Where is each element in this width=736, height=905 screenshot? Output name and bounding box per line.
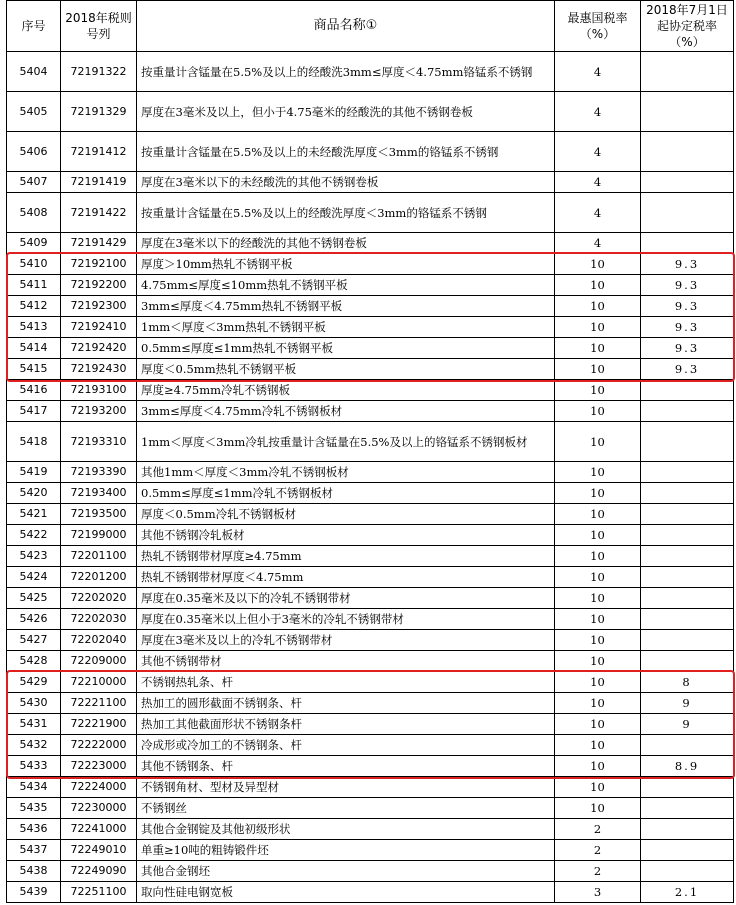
cell-seq: 5433 (7, 756, 61, 777)
cell-mfn-rate: 10 (555, 401, 641, 422)
cell-mfn-rate: 10 (555, 588, 641, 609)
cell-agreement-rate (641, 819, 734, 840)
cell-seq: 5411 (7, 275, 61, 296)
cell-name: 其他合金钢锭及其他初级形状 (137, 819, 555, 840)
cell-seq: 5424 (7, 567, 61, 588)
cell-seq: 5418 (7, 422, 61, 462)
cell-agreement-rate (641, 92, 734, 132)
cell-seq: 5409 (7, 233, 61, 254)
cell-agreement-rate (641, 777, 734, 798)
cell-seq: 5415 (7, 359, 61, 380)
table-row (7, 630, 734, 651)
cell-seq: 5426 (7, 609, 61, 630)
table-row (7, 401, 734, 422)
cell-name: 按重量计含锰量在5.5%及以上的经酸洗厚度＜3mm的铬锰系不锈钢 (137, 193, 555, 233)
cell-mfn-rate: 10 (555, 275, 641, 296)
cell-mfn-rate: 2 (555, 861, 641, 882)
cell-code: 72191329 (61, 92, 137, 132)
cell-name: 热轧不锈钢带材厚度＜4.75mm (137, 567, 555, 588)
cell-code: 72249010 (61, 840, 137, 861)
cell-seq: 5423 (7, 546, 61, 567)
cell-code: 72202020 (61, 588, 137, 609)
cell-mfn-rate: 4 (555, 52, 641, 92)
cell-name: 厚度＜0.5mm冷轧不锈钢板材 (137, 504, 555, 525)
cell-agreement-rate: 9.3 (641, 275, 734, 296)
table-row (7, 132, 734, 172)
cell-name: 其他合金钢坯 (137, 861, 555, 882)
cell-name: 热加工其他截面形状不锈钢条杆 (137, 714, 555, 735)
cell-seq: 5436 (7, 819, 61, 840)
cell-name: 1mm＜厚度＜3mm热轧不锈钢平板 (137, 317, 555, 338)
cell-mfn-rate: 10 (555, 693, 641, 714)
cell-code: 72193400 (61, 483, 137, 504)
cell-agreement-rate (641, 462, 734, 483)
table-row (7, 380, 734, 401)
cell-name: 热加工的圆形截面不锈钢条、杆 (137, 693, 555, 714)
tariff-table (6, 0, 734, 903)
cell-code: 72209000 (61, 651, 137, 672)
cell-mfn-rate: 10 (555, 672, 641, 693)
table-row (7, 338, 734, 359)
cell-code: 72192420 (61, 338, 137, 359)
cell-code: 72230000 (61, 798, 137, 819)
cell-name: 厚度＜0.5mm热轧不锈钢平板 (137, 359, 555, 380)
cell-name: 按重量计含锰量在5.5%及以上的未经酸洗厚度＜3mm的铬锰系不锈钢 (137, 132, 555, 172)
table-row (7, 359, 734, 380)
cell-seq: 5421 (7, 504, 61, 525)
cell-code: 72223000 (61, 756, 137, 777)
cell-seq: 5420 (7, 483, 61, 504)
cell-agreement-rate (641, 193, 734, 233)
cell-mfn-rate: 2 (555, 840, 641, 861)
cell-name: 其他不锈钢条、杆 (137, 756, 555, 777)
cell-name: 不锈钢角材、型材及异型材 (137, 777, 555, 798)
cell-mfn-rate: 4 (555, 193, 641, 233)
cell-seq: 5417 (7, 401, 61, 422)
table-row (7, 672, 734, 693)
cell-name: 冷成形或冷加工的不锈钢条、杆 (137, 735, 555, 756)
table-row (7, 735, 734, 756)
table-row (7, 233, 734, 254)
cell-code: 72193100 (61, 380, 137, 401)
cell-agreement-rate: 9.3 (641, 338, 734, 359)
cell-mfn-rate: 10 (555, 651, 641, 672)
header-agreement-rate: 2018年7月1日起协定税率（%） (641, 1, 734, 52)
cell-mfn-rate: 10 (555, 422, 641, 462)
cell-code: 72221900 (61, 714, 137, 735)
cell-name: 厚度＞10mm热轧不锈钢平板 (137, 254, 555, 275)
cell-agreement-rate (641, 651, 734, 672)
cell-mfn-rate: 10 (555, 296, 641, 317)
cell-code: 72201100 (61, 546, 137, 567)
cell-seq: 5407 (7, 172, 61, 193)
cell-code: 72201200 (61, 567, 137, 588)
table-row (7, 840, 734, 861)
cell-name: 0.5mm≤厚度≤1mm冷轧不锈钢板材 (137, 483, 555, 504)
cell-name: 取向性硅电钢宽板 (137, 882, 555, 903)
cell-code: 72249090 (61, 861, 137, 882)
header-row (7, 1, 734, 52)
cell-mfn-rate: 10 (555, 359, 641, 380)
cell-mfn-rate: 10 (555, 567, 641, 588)
table-row (7, 422, 734, 462)
cell-code: 72191419 (61, 172, 137, 193)
cell-agreement-rate (641, 588, 734, 609)
cell-code: 72202040 (61, 630, 137, 651)
cell-seq: 5416 (7, 380, 61, 401)
cell-code: 72199000 (61, 525, 137, 546)
cell-name: 厚度在3毫米及以上的冷轧不锈钢带材 (137, 630, 555, 651)
cell-agreement-rate (641, 504, 734, 525)
table-row (7, 798, 734, 819)
header-code: 2018年税则号列 (61, 1, 137, 52)
cell-name: 厚度在3毫米以下的经酸洗的其他不锈钢卷板 (137, 233, 555, 254)
table-row (7, 588, 734, 609)
cell-agreement-rate (641, 422, 734, 462)
cell-mfn-rate: 10 (555, 338, 641, 359)
cell-code: 72241000 (61, 819, 137, 840)
cell-seq: 5434 (7, 777, 61, 798)
cell-name: 其他不锈钢带材 (137, 651, 555, 672)
cell-name: 0.5mm≤厚度≤1mm热轧不锈钢平板 (137, 338, 555, 359)
table-row (7, 546, 734, 567)
cell-seq: 5438 (7, 861, 61, 882)
cell-name: 4.75mm≤厚度≤10mm热轧不锈钢平板 (137, 275, 555, 296)
cell-mfn-rate: 10 (555, 525, 641, 546)
cell-seq: 5429 (7, 672, 61, 693)
cell-code: 72192100 (61, 254, 137, 275)
tariff-table-container (6, 0, 733, 903)
table-row (7, 756, 734, 777)
cell-seq: 5439 (7, 882, 61, 903)
cell-name: 热轧不锈钢带材厚度≥4.75mm (137, 546, 555, 567)
cell-agreement-rate: 9.3 (641, 254, 734, 275)
cell-seq: 5413 (7, 317, 61, 338)
cell-code: 72192430 (61, 359, 137, 380)
cell-code: 72191422 (61, 193, 137, 233)
cell-agreement-rate: 9 (641, 714, 734, 735)
table-row (7, 714, 734, 735)
cell-agreement-rate (641, 483, 734, 504)
cell-agreement-rate (641, 567, 734, 588)
cell-name: 3mm≤厚度＜4.75mm冷轧不锈钢板材 (137, 401, 555, 422)
cell-seq: 5410 (7, 254, 61, 275)
table-row (7, 296, 734, 317)
cell-code: 72193390 (61, 462, 137, 483)
cell-mfn-rate: 10 (555, 609, 641, 630)
table-body (7, 52, 734, 903)
cell-agreement-rate (641, 630, 734, 651)
cell-code: 72193500 (61, 504, 137, 525)
table-row (7, 193, 734, 233)
cell-mfn-rate: 4 (555, 172, 641, 193)
table-row (7, 462, 734, 483)
cell-mfn-rate: 10 (555, 756, 641, 777)
cell-code: 72193310 (61, 422, 137, 462)
table-row (7, 567, 734, 588)
cell-mfn-rate: 4 (555, 92, 641, 132)
cell-seq: 5419 (7, 462, 61, 483)
cell-seq: 5437 (7, 840, 61, 861)
cell-name: 厚度在3毫米及以上，但小于4.75毫米的经酸洗的其他不锈钢卷板 (137, 92, 555, 132)
table-row (7, 861, 734, 882)
cell-code: 72222000 (61, 735, 137, 756)
cell-name: 单重≥10吨的粗铸锻件坯 (137, 840, 555, 861)
header-name: 商品名称① (137, 1, 555, 52)
table-row (7, 882, 734, 903)
table-row (7, 172, 734, 193)
cell-code: 72202030 (61, 609, 137, 630)
cell-seq: 5427 (7, 630, 61, 651)
cell-seq: 5406 (7, 132, 61, 172)
cell-mfn-rate: 10 (555, 483, 641, 504)
cell-agreement-rate (641, 525, 734, 546)
cell-mfn-rate: 10 (555, 735, 641, 756)
cell-mfn-rate: 10 (555, 462, 641, 483)
cell-agreement-rate: 8 (641, 672, 734, 693)
cell-name: 不锈钢丝 (137, 798, 555, 819)
cell-seq: 5414 (7, 338, 61, 359)
cell-mfn-rate: 10 (555, 254, 641, 275)
cell-seq: 5422 (7, 525, 61, 546)
cell-agreement-rate: 9.3 (641, 296, 734, 317)
cell-agreement-rate: 9.3 (641, 359, 734, 380)
cell-agreement-rate (641, 798, 734, 819)
cell-mfn-rate: 2 (555, 819, 641, 840)
header-seq: 序号 (7, 1, 61, 52)
cell-seq: 5431 (7, 714, 61, 735)
table-row (7, 92, 734, 132)
cell-agreement-rate (641, 132, 734, 172)
cell-name: 其他1mm＜厚度＜3mm冷轧不锈钢板材 (137, 462, 555, 483)
cell-mfn-rate: 10 (555, 777, 641, 798)
cell-seq: 5412 (7, 296, 61, 317)
cell-mfn-rate: 10 (555, 380, 641, 401)
cell-seq: 5435 (7, 798, 61, 819)
cell-name: 不锈钢热轧条、杆 (137, 672, 555, 693)
cell-seq: 5425 (7, 588, 61, 609)
cell-name: 厚度在0.35毫米以上但小于3毫米的冷轧不锈钢带材 (137, 609, 555, 630)
cell-code: 72191322 (61, 52, 137, 92)
cell-seq: 5408 (7, 193, 61, 233)
header-mfn-rate: 最惠国税率（%） (555, 1, 641, 52)
cell-agreement-rate (641, 861, 734, 882)
cell-agreement-rate (641, 172, 734, 193)
cell-seq: 5430 (7, 693, 61, 714)
cell-mfn-rate: 10 (555, 714, 641, 735)
cell-agreement-rate (641, 609, 734, 630)
table-row (7, 504, 734, 525)
cell-code: 72192200 (61, 275, 137, 296)
cell-mfn-rate: 10 (555, 630, 641, 651)
cell-code: 72224000 (61, 777, 137, 798)
table-row (7, 819, 734, 840)
cell-mfn-rate: 10 (555, 798, 641, 819)
table-row (7, 317, 734, 338)
cell-agreement-rate (641, 401, 734, 422)
cell-name: 3mm≤厚度＜4.75mm热轧不锈钢平板 (137, 296, 555, 317)
cell-agreement-rate (641, 546, 734, 567)
cell-seq: 5428 (7, 651, 61, 672)
table-row (7, 693, 734, 714)
cell-name: 厚度≥4.75mm冷轧不锈钢板 (137, 380, 555, 401)
table-row (7, 254, 734, 275)
table-row (7, 525, 734, 546)
cell-name: 其他不锈钢冷轧板材 (137, 525, 555, 546)
cell-seq: 5404 (7, 52, 61, 92)
table-row (7, 777, 734, 798)
cell-agreement-rate (641, 840, 734, 861)
cell-mfn-rate: 10 (555, 504, 641, 525)
cell-code: 72221100 (61, 693, 137, 714)
cell-name: 1mm＜厚度＜3mm冷轧按重量计含锰量在5.5%及以上的铬锰系不锈钢板材 (137, 422, 555, 462)
cell-agreement-rate: 9.3 (641, 317, 734, 338)
cell-code: 72191429 (61, 233, 137, 254)
cell-agreement-rate (641, 735, 734, 756)
cell-code: 72191412 (61, 132, 137, 172)
table-row (7, 609, 734, 630)
cell-seq: 5432 (7, 735, 61, 756)
table-row (7, 275, 734, 296)
cell-agreement-rate: 9 (641, 693, 734, 714)
cell-mfn-rate: 3 (555, 882, 641, 903)
cell-code: 72251100 (61, 882, 137, 903)
cell-agreement-rate (641, 233, 734, 254)
cell-agreement-rate (641, 380, 734, 401)
cell-mfn-rate: 10 (555, 546, 641, 567)
cell-name: 按重量计含锰量在5.5%及以上的经酸洗3mm≤厚度＜4.75mm铬锰系不锈钢 (137, 52, 555, 92)
cell-name: 厚度在3毫米以下的未经酸洗的其他不锈钢卷板 (137, 172, 555, 193)
cell-mfn-rate: 4 (555, 132, 641, 172)
cell-code: 72192300 (61, 296, 137, 317)
cell-seq: 5405 (7, 92, 61, 132)
cell-agreement-rate: 8.9 (641, 756, 734, 777)
cell-code: 72193200 (61, 401, 137, 422)
table-row (7, 483, 734, 504)
cell-mfn-rate: 10 (555, 317, 641, 338)
cell-code: 72192410 (61, 317, 137, 338)
cell-mfn-rate: 4 (555, 233, 641, 254)
cell-name: 厚度在0.35毫米及以下的冷轧不锈钢带材 (137, 588, 555, 609)
cell-agreement-rate (641, 52, 734, 92)
cell-agreement-rate: 2.1 (641, 882, 734, 903)
table-row (7, 52, 734, 92)
table-row (7, 651, 734, 672)
cell-code: 72210000 (61, 672, 137, 693)
